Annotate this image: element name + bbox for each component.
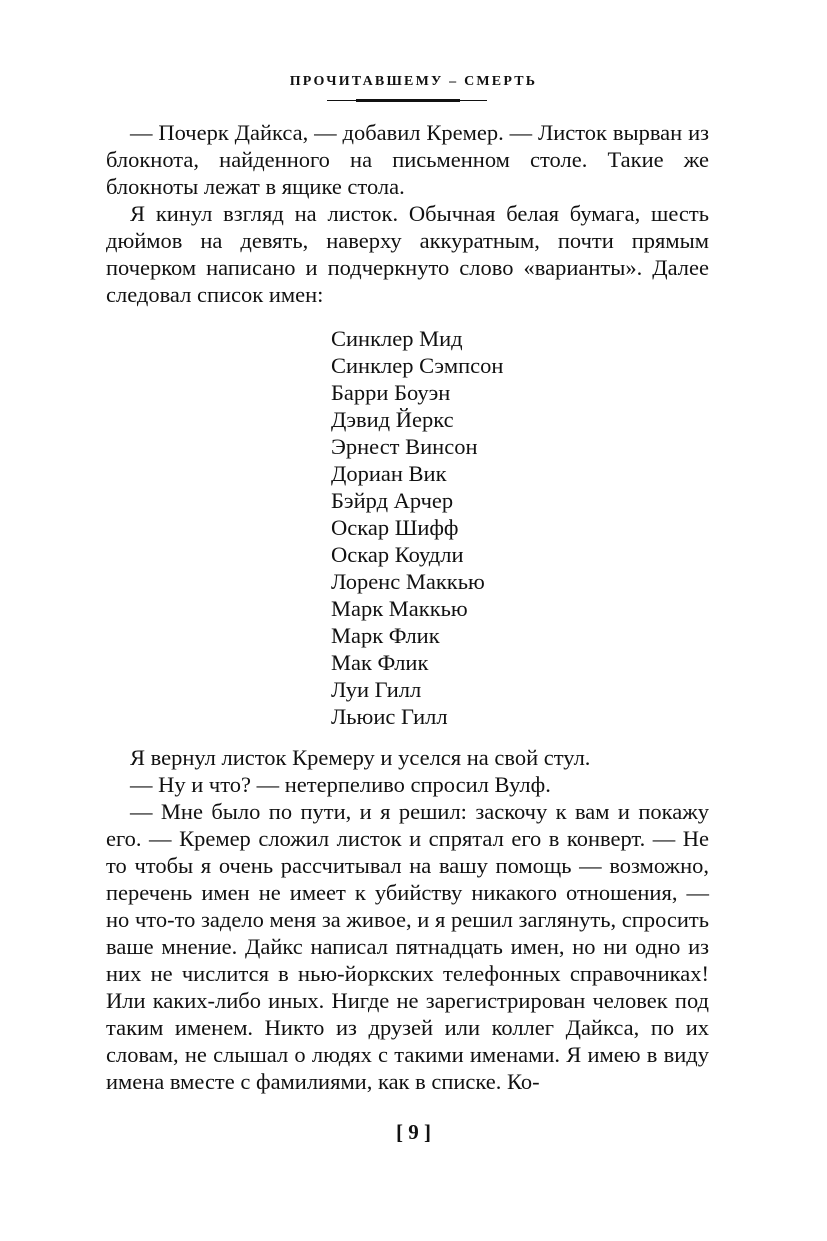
list-item: Марк Маккью: [331, 596, 468, 621]
paragraph: — Ну и что? — нетерпеливо спросил Вулф.: [130, 772, 551, 797]
names-list: [331, 325, 503, 730]
body-text-bottom: [106, 744, 709, 1095]
paragraph: — Почерк Дайкса, — добавил Кремер. — Листок вырван из блокнота, найденного на письменном столе. Такие же блокноты лежат в ящике стола.: [106, 120, 709, 199]
list-item: Эрнест Винсон: [331, 434, 478, 459]
list-item: Луи Гилл: [331, 677, 422, 702]
running-head-rule-accent: [356, 99, 460, 102]
list-item: Марк Флик: [331, 623, 440, 648]
paragraph: Я вернул листок Кремеру и уселся на свой стул.: [130, 745, 591, 770]
list-item: Синклер Сэмпсон: [331, 353, 504, 378]
paragraph: Я кинул взгляд на листок. Обычная белая бумага, шесть дюймов на девять, наверху аккуратным, почти прямым почерком написано и подчеркнуто слово «варианты». Далее следовал список имен:: [106, 201, 709, 307]
list-item: Льюис Гилл: [331, 704, 448, 729]
list-item: Мак Флик: [331, 650, 429, 675]
list-item: Бэйрд Арчер: [331, 488, 454, 513]
list-item: Оскар Коудли: [331, 542, 464, 567]
list-item: Лоренс Маккью: [331, 569, 485, 594]
running-head: ПРОЧИТАВШЕМУ – СМЕРТЬ: [289, 74, 538, 89]
list-item: Синклер Мид: [331, 326, 463, 351]
list-item: Дэвид Йеркс: [331, 407, 454, 432]
body-text-top: [106, 119, 709, 308]
list-item: Оскар Шифф: [331, 515, 459, 540]
list-item: Дориан Вик: [331, 461, 447, 486]
paragraph: — Мне было по пути, и я решил: заскочу к вам и покажу его. — Кремер сложил листок и спрятал его в конверт. — Не то чтобы я очень рассчитывал на вашу помощь — возможно, перечень имен не имеет к убийству никакого отношения, — но что-то задело меня за живое, и я решил заглянуть, спросить ваше мнение. Дайкс написал пятнадцать имен, но ни одно из них не числится в нью-йоркских телефонных справочниках! Или каких-либо иных. Нигде не зарегистрирован человек под таким именем. Никто из друзей или коллег Дайкса, по их словам, не слышал о людях с такими именами. Я имею в виду имена вместе с фамилиями, как в списке. Ко-: [106, 799, 709, 1094]
page-number: [ 9 ]: [396, 1120, 431, 1144]
list-item: Барри Боуэн: [331, 380, 451, 405]
